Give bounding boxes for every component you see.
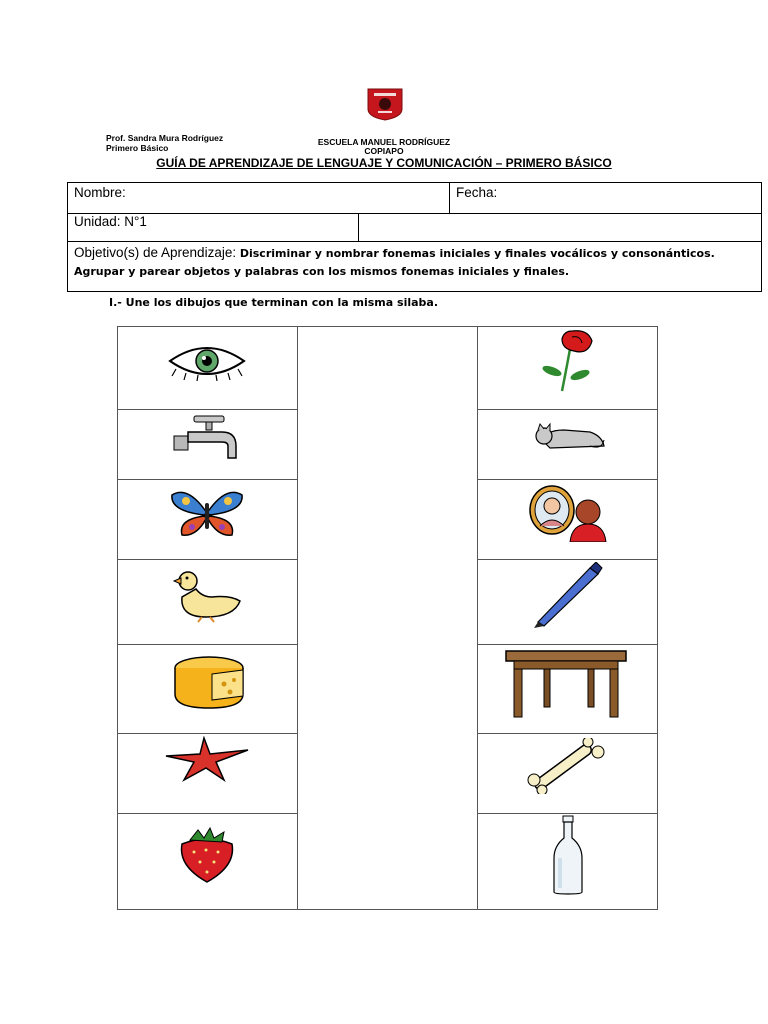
school-logo-icon	[366, 87, 404, 121]
table-icon[interactable]	[504, 649, 628, 719]
butterfly-icon[interactable]	[168, 489, 246, 539]
school-name: ESCUELA MANUEL RODRÍGUEZ	[317, 137, 451, 147]
rose-icon[interactable]	[532, 327, 604, 393]
bottle-icon[interactable]	[552, 814, 584, 896]
school-block	[300, 138, 468, 156]
faucet-icon[interactable]	[172, 414, 244, 460]
objective-cell	[74, 244, 760, 280]
bone-icon[interactable]	[526, 738, 608, 794]
strawberry-icon[interactable]	[176, 826, 238, 884]
objective-text: Discriminar y nombrar fonemas iniciales y finales vocálicos y consonánticos. Agrupar y parear objetos y palabras con los mismos fonemas iniciales y finales.	[74, 247, 715, 278]
duck-icon[interactable]	[172, 567, 244, 623]
exercise-instruction: I.- Une los dibujos que terminan con la misma silaba.	[109, 296, 439, 309]
teacher-grade: Primero Básico	[106, 143, 169, 153]
info-table	[67, 182, 762, 292]
matching-area[interactable]	[298, 326, 477, 910]
mirror-icon[interactable]	[528, 484, 608, 542]
objective-label: Objetivo(s) de Aprendizaje:	[74, 245, 237, 260]
guide-title: GUÍA DE APRENDIZAJE DE LENGUAJE Y COMUNICACIÓN – PRIMERO BÁSICO	[156, 156, 612, 170]
cheese-icon[interactable]	[172, 654, 246, 712]
eye-icon[interactable]	[166, 341, 248, 381]
cat-icon[interactable]	[530, 422, 606, 452]
school-city: COPIAPO	[364, 146, 404, 156]
name-field[interactable]: Nombre:	[74, 185, 126, 200]
teacher-block	[106, 133, 223, 153]
starfish-icon[interactable]	[164, 736, 250, 782]
unit-label: Unidad: N°1	[74, 214, 147, 229]
teacher-name: Prof. Sandra Mura Rodríguez	[106, 133, 224, 143]
date-field[interactable]: Fecha:	[456, 185, 498, 200]
pen-icon[interactable]	[532, 562, 604, 628]
